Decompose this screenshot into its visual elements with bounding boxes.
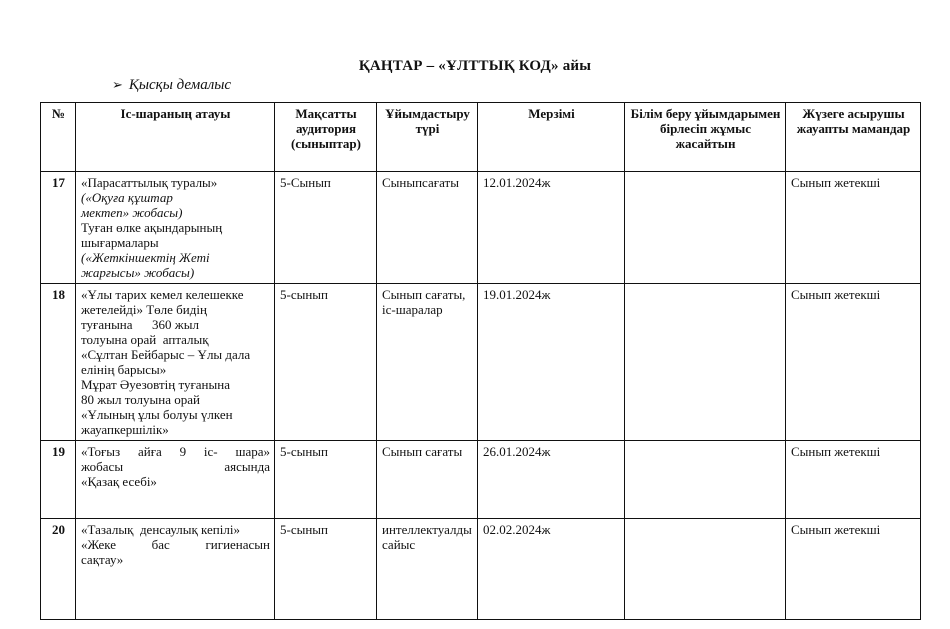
activity-line: «Ұлы тарих кемел келешекке: [81, 287, 244, 302]
row-activity: [76, 441, 275, 519]
header-cooperation: Білім беру ұйымдарымен бірлесіп жұмыс жасайтын: [625, 103, 786, 172]
header-form: Ұйымдастыру түрі: [377, 103, 478, 172]
row-responsible: Сынып жетекші: [786, 519, 921, 620]
activity-line: («Оқуға құштар: [81, 190, 173, 205]
header-activity: Іс-шараның атауы: [76, 103, 275, 172]
table-row: [41, 284, 921, 441]
activity-line: жарғысы» жобасы): [81, 265, 195, 280]
table-row: [41, 441, 921, 519]
row-responsible: Сынып жетекші: [786, 172, 921, 284]
row-form: Сыныпсағаты: [377, 172, 478, 284]
activity-line: («Жеткіншектің Жеті: [81, 250, 210, 265]
activity-line: жобасы аясында: [81, 459, 270, 474]
row-audience: 5-сынып: [275, 441, 377, 519]
activity-line: «Ұлының ұлы болуы үлкен: [81, 407, 233, 422]
row-num: 18: [41, 284, 76, 441]
row-cooperation: [625, 519, 786, 620]
activity-line: туғанына 360 жыл: [81, 317, 199, 332]
activity-line: сақтау»: [81, 552, 124, 567]
event-plan-table: [40, 102, 921, 620]
row-cooperation: [625, 284, 786, 441]
row-date: 02.02.2024ж: [478, 519, 625, 620]
row-responsible: Сынып жетекші: [786, 284, 921, 441]
row-date: 12.01.2024ж: [478, 172, 625, 284]
activity-line: «Жеке бас гигиенасын: [81, 537, 270, 552]
row-num: 17: [41, 172, 76, 284]
row-audience: 5-Сынып: [275, 172, 377, 284]
activity-line: толуына орай апталық: [81, 332, 209, 347]
activity-line: 80 жыл толуына орай: [81, 392, 200, 407]
activity-line: шығармалары: [81, 235, 159, 250]
row-date: 19.01.2024ж: [478, 284, 625, 441]
row-date: 26.01.2024ж: [478, 441, 625, 519]
activity-line: жетелейді» Төле бидің: [81, 302, 207, 317]
activity-line: «Қазақ есебі»: [81, 474, 157, 489]
activity-line: елінің барысы»: [81, 362, 167, 377]
header-num: №: [41, 103, 76, 172]
row-audience: 5-сынып: [275, 519, 377, 620]
row-form: Сынып сағаты, іс-шаралар: [377, 284, 478, 441]
row-responsible: Сынып жетекші: [786, 441, 921, 519]
subtitle-text: Қысқы демалыс: [128, 77, 232, 93]
row-cooperation: [625, 441, 786, 519]
row-activity: [76, 519, 275, 620]
row-audience: 5-сынып: [275, 284, 377, 441]
row-activity: [76, 172, 275, 284]
section-subtitle: [112, 77, 231, 94]
activity-line: «Парасаттылық туралы»: [81, 175, 218, 190]
activity-line: Мұрат Әуезовтің туғанына: [81, 377, 230, 392]
row-cooperation: [625, 172, 786, 284]
row-num: 19: [41, 441, 76, 519]
header-audience: Мақсатты аудитория (сыныптар): [275, 103, 377, 172]
page-title: ҚАҢТАР – «ҰЛТТЫҚ КОД» айы: [358, 58, 592, 74]
header-responsible: Жүзеге асырушы жауапты мамандар: [786, 103, 921, 172]
row-num: 20: [41, 519, 76, 620]
row-form: Сынып сағаты: [377, 441, 478, 519]
activity-line: Туған өлке ақындарының: [81, 220, 223, 235]
row-activity: [76, 284, 275, 441]
activity-line: «Тоғыз айға 9 іс- шара»: [81, 444, 270, 459]
activity-line: жауапкершілік»: [81, 422, 169, 437]
activity-line: мектеп» жобасы): [81, 205, 183, 220]
header-date: Мерзімі: [478, 103, 625, 172]
arrow-bullet-icon: ➢: [112, 77, 123, 92]
table-header-row: [41, 103, 921, 172]
activity-line: «Сұлтан Бейбарыс – Ұлы дала: [81, 347, 251, 362]
activity-line: «Тазалық денсаулық кепілі»: [81, 522, 240, 537]
table-row: [41, 172, 921, 284]
table-row: [41, 519, 921, 620]
row-form: интеллектуалды сайыс: [377, 519, 478, 620]
